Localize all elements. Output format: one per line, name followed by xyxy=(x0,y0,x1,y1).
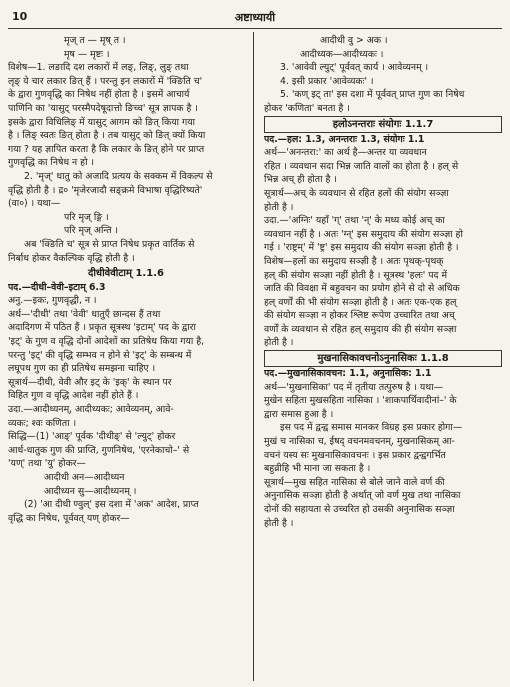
text-line: 3. 'आवेवी ल्युट्' पूर्ववत् कार्य । आवेव्यनम् । xyxy=(280,62,429,74)
text-line: विशेष—1. लङादि दश लकारों में लङ्, लिङ्, लुङ् तथा xyxy=(8,62,189,74)
text-line: होती है । xyxy=(264,517,294,529)
text-line: व्यवधान नहीं है । अतः 'ग्न्' इस समुदाय की संयोग सञ्ज्ञा हो xyxy=(264,228,463,240)
right-column xyxy=(264,34,502,681)
text-line: सूत्रार्थ—अच् के व्यवधान से रहित हलों की संयोग सञ्ज्ञा xyxy=(264,187,449,199)
text-line: सिद्धि—(1) 'आङ्' पूर्वक 'दीधीङ्' से 'ल्युट्' होकर xyxy=(8,431,176,443)
text-line: आदीधी वु > अक । xyxy=(320,35,388,46)
text-line: है । लिङ् स्वतः ङित् होता है । तब यासुट् को ङित् क्यों किया xyxy=(8,130,206,142)
text-line: हल् की संयोग सञ्ज्ञा नहीं होती है । सूत्रस्थ 'हलः' पद में xyxy=(264,269,448,281)
text-line: अदादिगण में पठित हैं । प्रकृत सूत्रस्थ 'इटाम्' पद के द्वारा xyxy=(8,322,196,334)
text-line: द्वारा समास हुआ है । xyxy=(264,408,334,420)
text-line: रहित । व्यवधान सदा भिन्न जाति वालों का होता है । हल् से xyxy=(264,160,459,172)
text-line: मुखेन सहिता मुखसहिता नासिका । 'शाकपार्थिवादीनां–' के xyxy=(264,395,457,407)
text-line: अर्थ—'मुखनासिका' पद में तृतीया तत्पुरुष है । यथा— xyxy=(264,381,443,393)
text-line: मुखं च नासिका च, ईषद् वचनमवचनम्, मुखनासिकम् आ- xyxy=(264,436,455,448)
text-line: सूत्रार्थ—दीधी, वेवी और इट् के 'इक्' के स्थान पर xyxy=(8,376,172,388)
text-line: आदीध्यक—आदीध्यकः । xyxy=(300,48,384,60)
text-line: मृष — मृष्टः । xyxy=(64,48,110,60)
text-line: भिन्न अच् ही होता है । xyxy=(264,174,337,186)
text-line: परि मृज् अन्ति । xyxy=(64,225,119,237)
text-line: 'यण्' तथा 'यु' होकर— xyxy=(8,458,86,470)
text-line: परन्तु 'इट्' की वृद्धि सम्भव न होने से 'इट्' के सम्बन्ध में xyxy=(8,349,192,361)
text-line: गया ? यह ज्ञापित करता है कि लकार के ङित् होने पर प्राप्त xyxy=(8,143,205,155)
text-line: दोनों की सहायता से उच्चरित हो उसकी अनुनासिक सञ्ज्ञा xyxy=(264,504,455,515)
left-column xyxy=(8,34,244,681)
text-line: लृङ् ये चार लकार ङित् हैं । परन्तु इन लकारों में 'क्ङिति च' xyxy=(8,75,203,87)
text-line: परि मृज् ङ्गि । xyxy=(64,211,109,223)
text-line: हल् वर्णों की भी संयोग सञ्ज्ञा होती है । अतः एक-एक हल् xyxy=(264,296,457,308)
text-line: जाति की विवक्षा में बहुवचन का प्रयोग होने से दो से अधिक xyxy=(264,283,460,295)
text-line: विशेष—हलों का समुदाय सञ्ज्ञी है । अतः पृथक्-पृथक् xyxy=(264,255,444,267)
text-line: आदीध्यन सु—आदीध्यनम् । xyxy=(44,485,137,497)
text-line: पद.—हल: 1.3, अनन्तराः 1.3, संयोगः 1.1 xyxy=(264,133,425,145)
text-line: वचनं यस्य सः मुखनासिकावचनः । इस प्रकार द्वन्द्वगर्भित xyxy=(264,449,446,461)
sutra-heading: हलोऽनन्तराः संयोगः 1.1.7 xyxy=(264,116,502,133)
text-line: गई । 'राष्ट्रम्' में 'ष्ट्र' इस समुदाय की संयोग सञ्ज्ञा होती है । xyxy=(264,242,459,254)
text-line: अनु.—इकः, गुणवृद्धी, न । xyxy=(8,295,97,307)
text-line: बहुव्रीहि भी माना जा सकता है । xyxy=(264,463,371,475)
column-divider xyxy=(253,32,254,681)
text-line: होकर 'कणिता' बनता है । xyxy=(264,102,350,114)
text-line: अर्थ—'अनन्तरा:' का अर्थ है—अन्तर या व्यवधान xyxy=(264,147,427,159)
text-line: 5. 'कण् इट् ता' इस दशा में पूर्ववत् प्राप्त गुण का निषेध xyxy=(280,89,465,101)
page-number: 10 xyxy=(12,10,28,23)
text-line: अर्थ—'दीधी' तथा 'वेवी' धातुएँ छान्दस हैं तथा xyxy=(8,308,161,320)
text-line: इसके द्वारा विधिलिङ् में यासुट् आगम को ङित् किया गया xyxy=(8,116,196,128)
text-line: पद.—दीधी–वेवी–इटाम् 6.3 xyxy=(8,281,106,293)
text-line: अब 'क्ङिति च' सूत्र से प्राप्त निषेध प्रकृत वार्तिक से xyxy=(24,238,195,250)
page-header xyxy=(8,6,502,29)
text-line: विहित गुण व वृद्धि आदेश नहीं होते हैं । xyxy=(8,390,139,402)
text-line: उदा.—आदीध्यनम्, आदीध्यकः; आवेव्यनम्, आवे- xyxy=(8,404,174,416)
text-line: उदा.—'अग्निः' यहाँ 'ग्' तथा 'न्' के मध्य कोई अच् का xyxy=(264,215,445,227)
text-line: होती है । xyxy=(264,201,294,213)
text-line: आदीधी अन—आदीध्यन xyxy=(44,472,125,483)
text-line: व्यकः; श्वः कणिता । xyxy=(8,417,77,429)
text-line: गुणवृद्धि का निषेध न हो । xyxy=(8,157,94,169)
text-line: इस पद में द्वन्द्व समास मानकर विग्रह इस प्रकार होगा— xyxy=(280,422,463,434)
text-line: 2. 'मृज्' धातु को अजादि प्रत्यय के सक्कम में विकल्प से xyxy=(24,170,213,182)
sutra-heading: दीधीवेवीटाम् 1.1.6 xyxy=(88,268,164,280)
text-line: लघूपध गुण का ही प्रतिषेध समझना चाहिए । xyxy=(8,363,156,375)
text-line: की संयोग सञ्ज्ञा न होकर श्लिष्ट रूपेण उच्चारित तथा अच् xyxy=(264,310,455,322)
text-line: अनुनासिक सञ्ज्ञा होती है अर्थात् जो वर्ण मुख तथा नासिका xyxy=(264,490,461,502)
text-line: सूत्रार्थ—मुख सहित नासिका से बोले जाने वाले वर्ण की xyxy=(264,476,445,488)
text-line: निर्बाध होकर वैकल्पिक वृद्धि होती है । xyxy=(8,252,135,264)
text-line: (वा०) । यथा— xyxy=(8,198,61,210)
text-line: वृद्धि का निषेध, पूर्ववत् यण् होकर— xyxy=(8,512,130,524)
running-title: अष्टाध्यायी xyxy=(234,11,276,24)
text-line: होती है । xyxy=(264,337,294,349)
text-line: 4. इसी प्रकार 'आवेव्यकः' । xyxy=(280,75,374,87)
text-line: पाणिनि का 'यासुट् परस्मैपदेषूदात्तो ङिच्च' सूत्र ज्ञापक है । xyxy=(8,102,198,114)
text-line: पद.—मुखनासिकावचन: 1.1, अनुनासिक: 1.1 xyxy=(264,368,432,380)
text-line: 'इट्' के गुण व वृद्धि दोनों आदेशों का प्रतिषेध किया गया है, xyxy=(8,336,205,348)
text-line: वर्णों के व्यवधान से रहित हल् समुदाय की ही संयोग सञ्ज्ञा xyxy=(264,323,457,335)
text-line: मृज् त — मृष् त । xyxy=(64,35,126,46)
text-line: आर्ध-धातुक गुण की प्राप्ति, गुणनिषेध, 'एरनेकाचो–' से xyxy=(8,444,190,456)
text-line: वृद्धि होती है । द्र० 'मृजेरजादौ सङ्क्रमे विभाषा वृद्धिरिष्यते' xyxy=(8,184,203,196)
sutra-heading: मुखनासिकावचनोऽनुनासिकः 1.1.8 xyxy=(264,350,502,367)
text-line: (2) 'आ दीधी ण्वुल्' इस दशा में 'अक' आदेश, प्राप्त xyxy=(24,499,199,511)
text-line: के द्वारा गुणवृद्धि का निषेध नहीं होता है । इसमें आचार्य xyxy=(8,89,190,101)
